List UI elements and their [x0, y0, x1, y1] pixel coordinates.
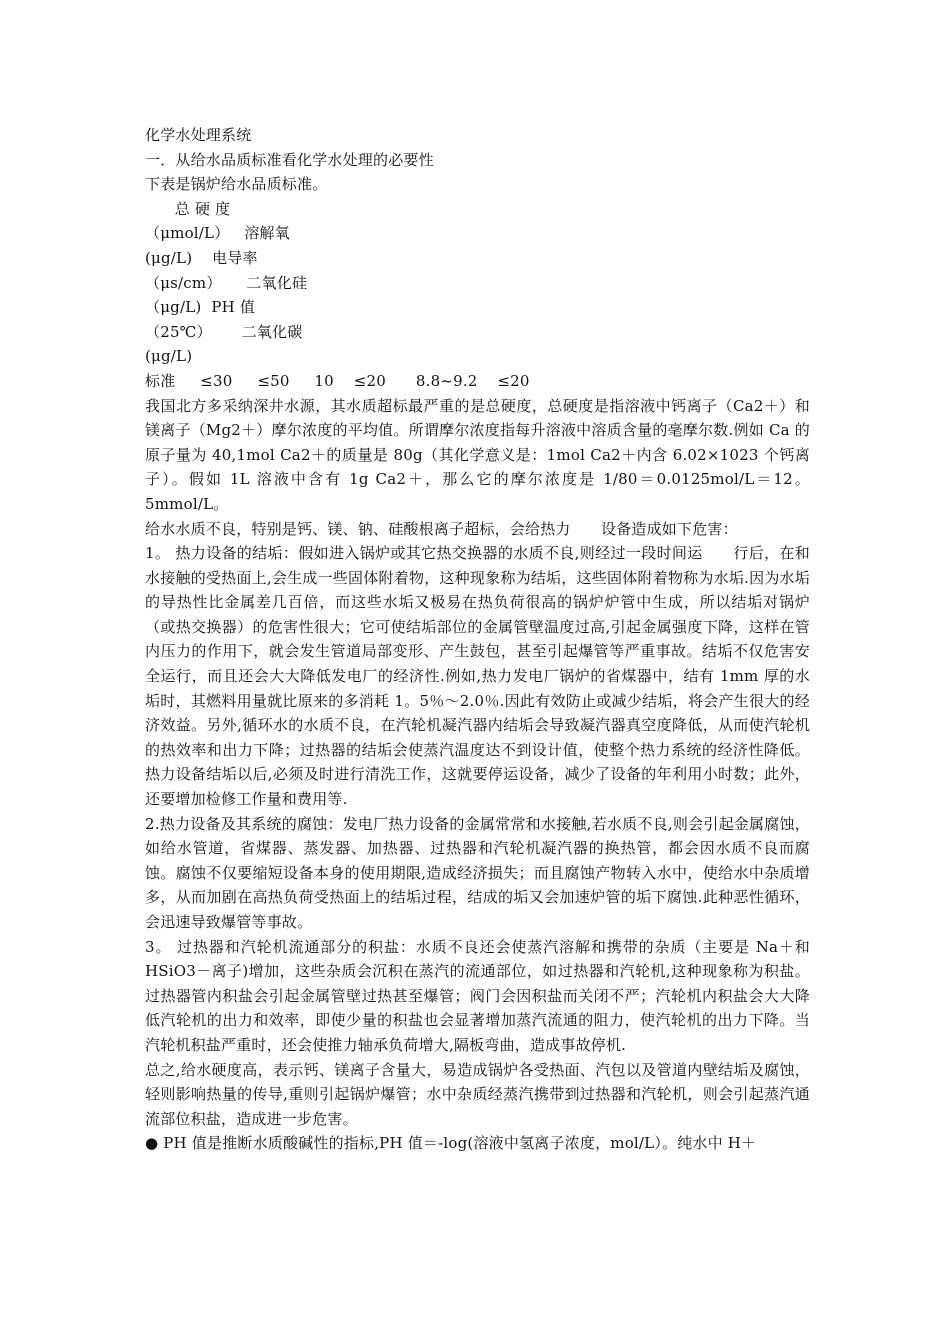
- section-heading: 一．从给水品质标准看化学水处理的必要性: [145, 150, 434, 169]
- table-line-co2: （25℃） 二氧化碳: [145, 322, 303, 341]
- bullet-ph: [145, 1131, 810, 1156]
- intro-line: 下表是锅炉给水品质标准。: [145, 175, 328, 194]
- paragraph-hardness: 我国北方多采纳深井水源，其水质超标最严重的是总硬度，总硬度是指溶液中钙离子（Ca2＋）和镁离子（Mg2＋）摩尔浓度的平均值。所谓摩尔浓度指每升溶液中溶质含量的毫摩尔数.例如 Ca 的原子量为 40,1mol Ca2＋的质量是 80g（其化学意义是：1mol Ca2＋内含 6.02×1023 个钙离子）。假如 1L 溶液中含有 1g Ca2＋，那么它的摩尔浓度是 1/80＝0.0125mol/L＝12。5mmol/L。: [145, 396, 810, 513]
- paragraph-scaling: 1。 热力设备的结垢：假如进入锅炉或其它热交换器的水质不良,则经过一段时间运 行后，在和水接触的受热面上,会生成一些固体附着物，这种现象称为结垢，这些固体附着物称为水垢.因为水垢的导热性比金属差几百倍，而这些水垢又极易在热负荷很高的锅炉炉管中生成，所以结垢对锅炉（或热交换器）的危害性很大；它可使结垢部位的金属管壁温度过高,引起金属强度下降，这样在管内压力的作用下，就会发生管道局部变形、产生鼓包，甚至引起爆管等严重事故。结垢不仅危害安全运行，而且还会大大降低发电厂的经济性.例如,热力发电厂锅炉的省煤器中，结有 1mm 厚的水垢时，其燃料用量就比原来的多消耗 1。5％～2.0％.因此有效防止或减少结垢，将会产生很大的经济效益。另外,循环水的水质不良，在汽轮机凝汽器内结垢会导致凝汽器真空度降低，从而使汽轮机的热效率和出力下降；过热器的结垢会使蒸汽温度达不到设计值，使整个热力系统的经济性降低。热力设备结垢以后,必须及时进行清洗工作，这就要停运设备，减少了设备的年利用小时数；此外，还要增加检修工作量和费用等.: [145, 544, 810, 809]
- table-line-unit: (μg/L): [145, 347, 193, 366]
- paragraph-summary: 总之,给水硬度高，表示钙、镁离子含量大，易造成锅炉各受热面、汽包以及管道内壁结垢及腐蚀，轻则影响热量的传导,重则引起锅炉爆管；水中杂质经蒸汽携带到过热器和汽轮机，则会引起蒸汽通流部位积盐，造成进一步危害。: [145, 1060, 810, 1128]
- quality-standard-table: [145, 197, 810, 394]
- table-line-ph: （μg/L) PH 值: [145, 298, 256, 317]
- bullet-ph-text: PH 值是推断水质酸碱性的指标,PH 值＝-log(溶液中氢离子浓度，mol/L）。纯水中 H＋: [158, 1134, 757, 1153]
- table-line-standard-values: 标准 ≤30 ≤50 10 ≤20 8.8~9.2 ≤20: [145, 371, 530, 390]
- table-line-silica: （μs/cm） 二氧化硅: [145, 273, 308, 292]
- paragraph-salt-deposit: 3。 过热器和汽轮机流通部分的积盐：水质不良还会使蒸汽溶解和携带的杂质（主要是 Na＋和 HSiO3－离子)增加，这些杂质会沉积在蒸汽的流通部位，如过热器和汽轮机,这种现象称为积盐。过热器管内积盐会引起金属管壁过热甚至爆管；阀门会因积盐而关闭不严；汽轮机内积盐会大大降低汽轮机的出力和效率，即使少量的积盐也会显著增加蒸汽流通的阻力，使汽轮机的出力下降。当汽轮机积盐严重时，还会使推力轴承负荷增大,隔板弯曲，造成事故停机.: [145, 937, 810, 1054]
- paragraph-hazards-intro: 给水水质不良，特别是钙、镁、钠、硅酸根离子超标，会给热力 设备造成如下危害：: [145, 519, 738, 538]
- table-line-conductivity: (μg/L) 电导率: [145, 248, 258, 267]
- table-line-hardness: 总 硬 度: [145, 199, 231, 218]
- document-body: [145, 123, 810, 1156]
- paragraph-corrosion: 2.热力设备及其系统的腐蚀：发电厂热力设备的金属常常和水接触,若水质不良,则会引起金属腐蚀，如给水管道，省煤器、蒸发器、加热器、过热器和汽轮机凝汽器的换热管，都会因水质不良而腐蚀。腐蚀不仅要缩短设备本身的使用期限,造成经济损失；而且腐蚀产物转入水中，使给水中杂质增多，从而加剧在高热负荷受热面上的结垢过程，结成的垢又会加速炉管的垢下腐蚀.此种恶性循环，会迅速导致爆管等事故。: [145, 814, 810, 931]
- bullet-dot-icon: ●: [145, 1134, 159, 1153]
- table-line-oxygen: （μmol/L） 溶解氧: [145, 224, 290, 243]
- document-title: 化学水处理系统: [145, 126, 252, 144]
